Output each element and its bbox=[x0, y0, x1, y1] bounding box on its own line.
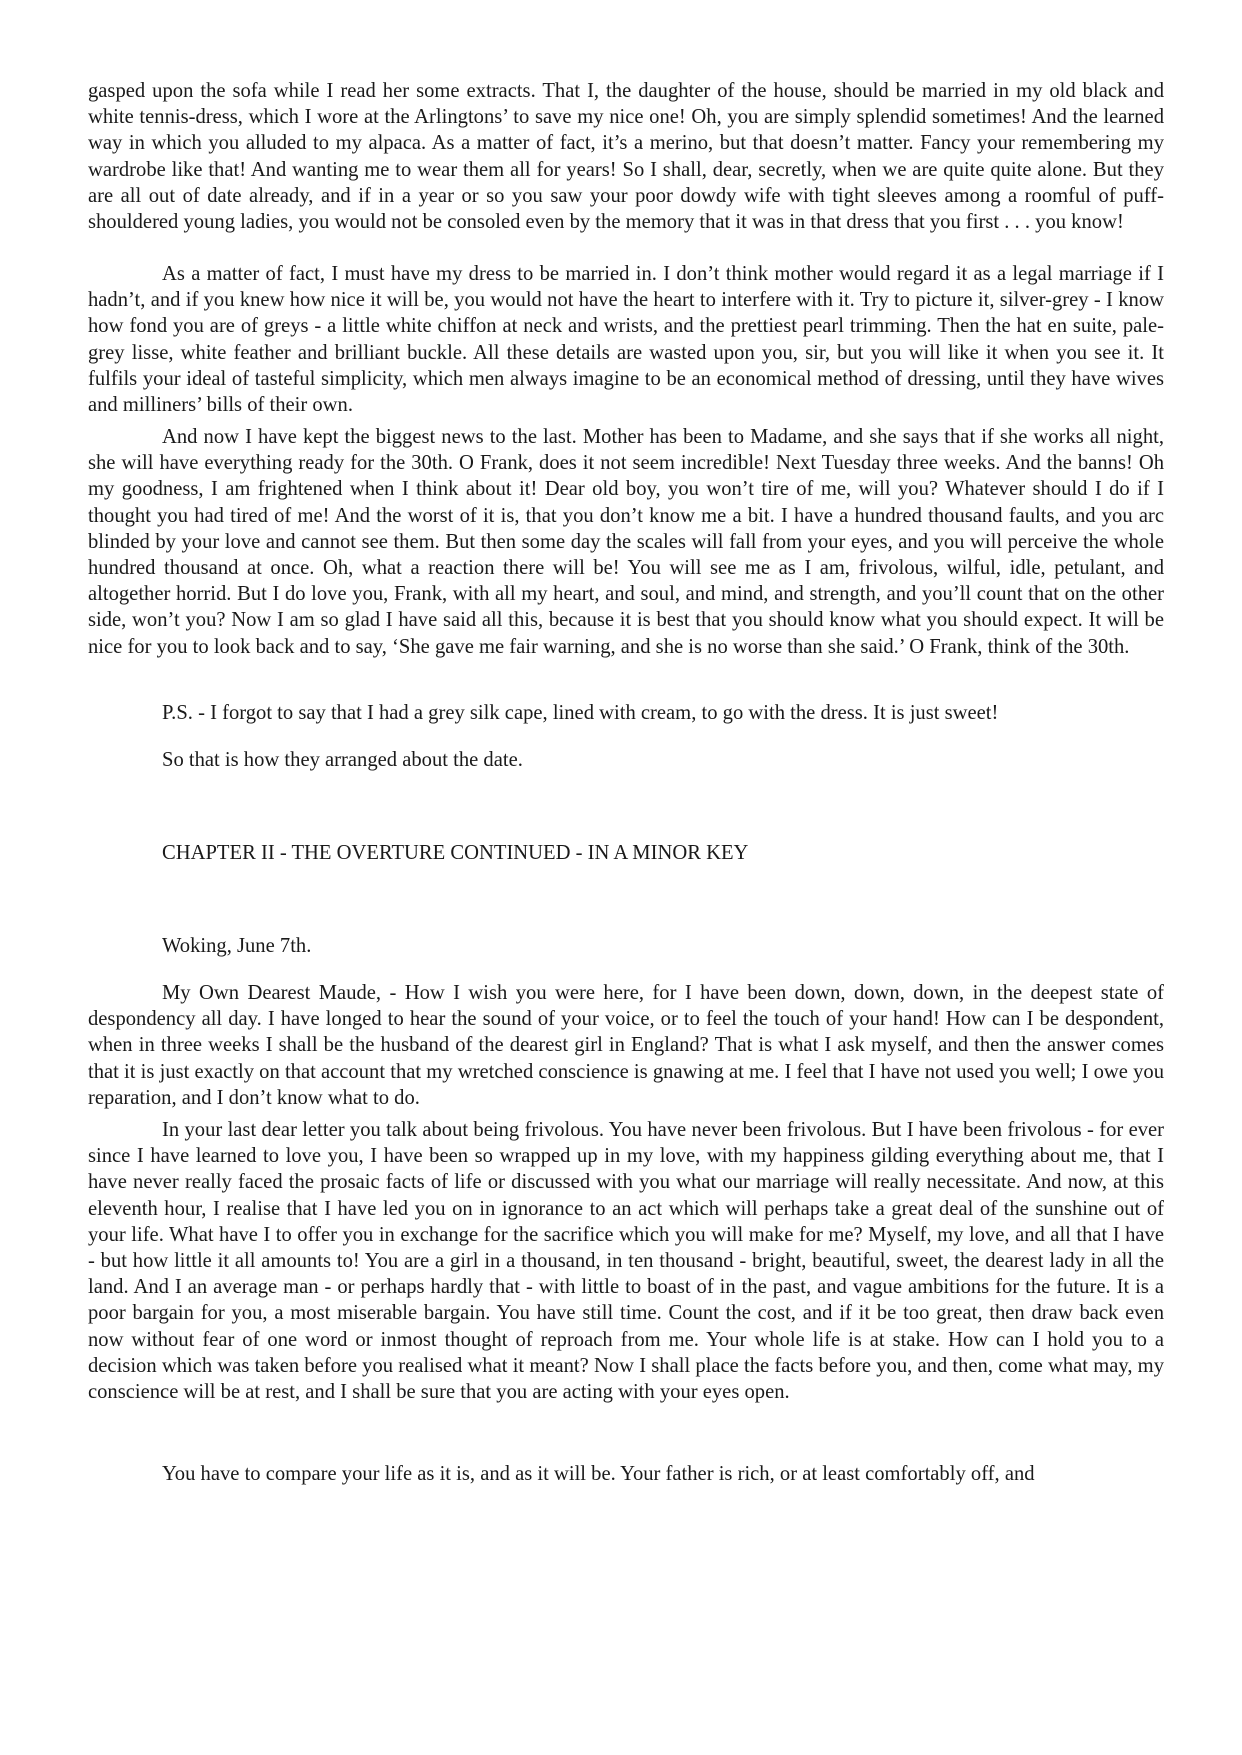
postscript: P.S. - I forgot to say that I had a grey silk cape, lined with cream, to go with the dress. It is just sweet! bbox=[162, 702, 999, 724]
body-text-top bbox=[88, 78, 1164, 235]
paragraph-compare: You have to compare your life as it is, and as it will be. Your father is rich, or at least comfortably off, and bbox=[162, 1463, 1035, 1485]
body-text-p8 bbox=[88, 980, 1164, 1111]
letter-dateline: Woking, June 7th. bbox=[162, 935, 312, 957]
body-text-p2 bbox=[88, 261, 1164, 418]
paragraph-frivolous: In your last dear letter you talk about being frivolous. You have never been frivolous. But I have been frivolous - for ever since I have learned to love you, I have been so wrapped up in my love, with my happiness gilding everything about me, that I have never really faced the prosaic facts of life or discussed with you what our marriage will really necessitate. And now, at this eleventh hour, I realise that I have led you on in ignorance to an act which will perhaps take a great deal of the sunshine out of your life. What have I to offer you in exchange for the sacrifice which you will make for me? Myself, my love, and all that I have - but how little it all amounts to! You are a girl in a thousand, in ten thousand - bright, beautiful, sweet, the dearest lady in all the land. And I an average man - or perhaps hardly that - with little to boast of in the past, and vague ambitions for the future. It is a poor bargain for you, a most miserable bargain. You have still time. Count the cost, and if it be too great, then draw back even now without fear of one word or inmost thought of reproach from me. Your whole life is at stake. How can I hold you to a decision which was taken before you realised what it meant? Now I shall place the facts before you, and then, come what may, my conscience will be at rest, and I shall be sure that you are acting with your eyes open. bbox=[88, 1119, 1164, 1404]
closing-line: So that is how they arranged about the date. bbox=[162, 749, 523, 771]
paragraph-continuation: gasped upon the sofa while I read her some extracts. That I, the daughter of the house, should be married in my old black and white tennis-dress, which I wore at the Arlingtons’ to save my nice one! Oh, you are simply splendid sometimes! And the learned way in which you alluded to my alpaca. As a matter of fact, it’s a merino, but that doesn’t matter. Fancy your remembering my wardrobe like that! And wanting me to wear them all for years! So I shall, dear, secretly, when we are quite quite alone. But they are all out of date already, and if in a year or so you saw your poor dowdy wife with tight sleeves among a roomful of puff-shouldered young ladies, you would not be consoled even by the memory that it was in that dress that you first . . . you know! bbox=[88, 80, 1164, 234]
body-text-p3 bbox=[88, 424, 1164, 660]
paragraph-dress: As a matter of fact, I must have my dress to be married in. I don’t think mother would regard it as a legal marriage if I hadn’t, and if you knew how nice it will be, you would not have the heart to interfere with it. Try to picture it, silver-grey - I know how fond you are of greys - a little white chiffon at neck and wrists, and the prettiest pearl trimming. Then the hat en suite, pale-grey lisse, white feather and brilliant buckle. All these details are wasted upon you, sir, but you will like it when you see it. It fulfils your ideal of tasteful simplicity, which men always imagine to be an economical method of dressing, until they have wives and milliners’ bills of their own. bbox=[88, 263, 1164, 417]
paragraph-greeting: My Own Dearest Maude, - How I wish you were here, for I have been down, down, down, in the deepest state of despondency all day. I have longed to hear the sound of your voice, or to feel the touch of your hand! How can I be despondent, when in three weeks I shall be the husband of the dearest girl in England? That is what I ask myself, and then the answer comes that it is just exactly on that account that my wretched conscience is gnawing at me. I feel that I have not used you well; I owe you reparation, and I don’t know what to do. bbox=[88, 982, 1164, 1109]
body-text-p10 bbox=[88, 1461, 1164, 1487]
paragraph-news: And now I have kept the biggest news to the last. Mother has been to Madame, and she says that if she works all night, she will have everything ready for the 30th. O Frank, does it not seem incredible! Next Tuesday three weeks. And the banns! Oh my goodness, I am frightened when I think about it! Dear old boy, you won’t tire of me, will you? Whatever should I do if I thought you had tired of me! And the worst of it is, that you don’t know me a bit. I have a hundred thousand faults, and you arc blinded by your love and cannot see them. But then some day the scales will fall from your eyes, and you will perceive the whole hundred thousand at once. Oh, what a reaction there will be! You will see me as I am, frivolous, wilful, idle, petulant, and altogether horrid. But I do love you, Frank, with all my heart, and soul, and mind, and strength, and you’ll count that on the other side, won’t you? Now I am so glad I have said all this, because it is best that you should know what you should expect. It will be nice for you to look back and to say, ‘She gave me fair warning, and she is no worse than she said.’ O Frank, think of the 30th. bbox=[88, 426, 1164, 658]
body-text-p9 bbox=[88, 1117, 1164, 1405]
chapter-heading: CHAPTER II - THE OVERTURE CONTINUED - IN A MINOR KEY bbox=[162, 842, 749, 864]
